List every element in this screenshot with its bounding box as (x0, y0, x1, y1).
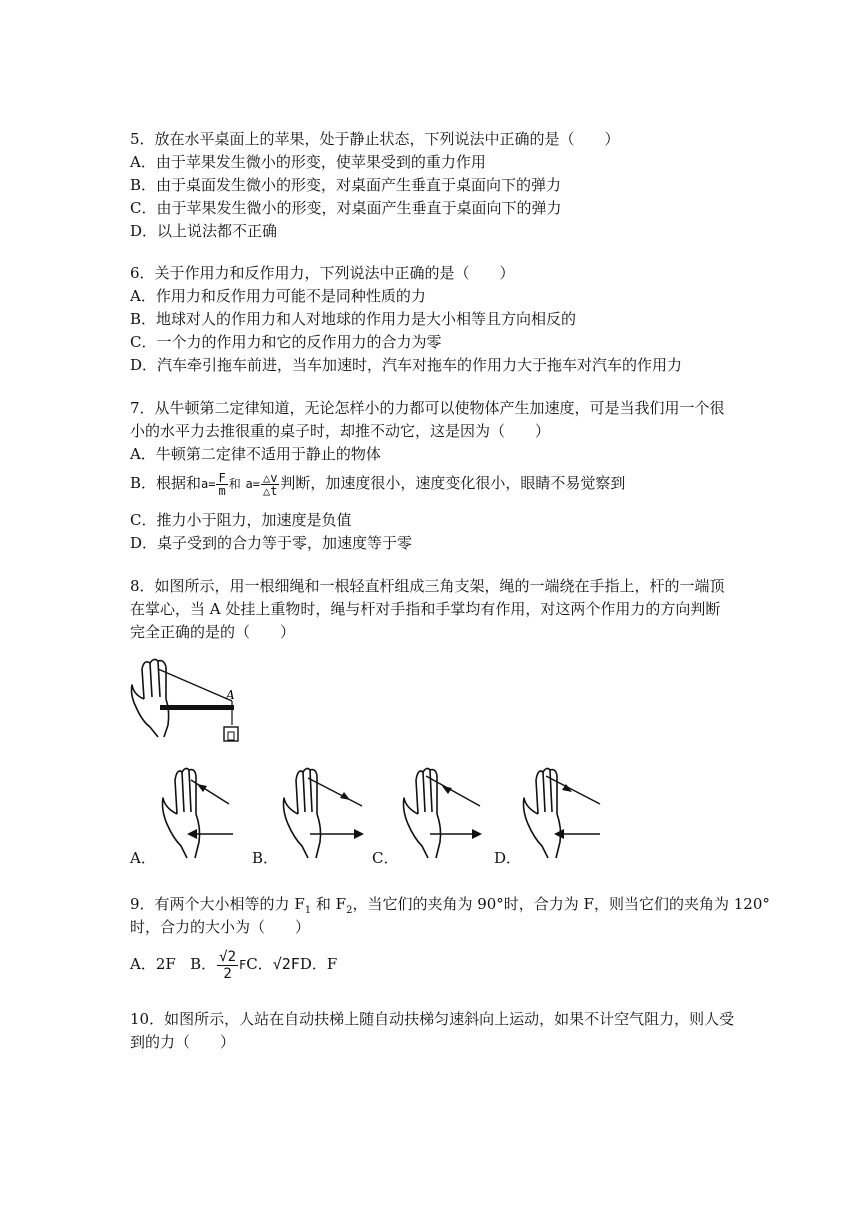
q6-stem: 6．关于作用力和反作用力，下列说法中正确的是（ ） (130, 264, 515, 282)
q7-option-a[interactable]: A．牛顿第二定律不适用于静止的物体 (130, 445, 381, 463)
q8-option-b-figure[interactable] (276, 762, 368, 862)
q8-stem-line3: 完全正确的是的（ ） (130, 623, 296, 641)
q9-stem-pre: 9．有两个大小相等的力 F (130, 895, 305, 913)
q9-option-c-value[interactable]: √2F (272, 955, 300, 973)
q10-stem-line1: 10．如图所示，人站在自动扶梯上随自动扶梯匀速斜向上运动，如果不计空气阻力，则人受 (130, 1010, 735, 1028)
q7-stem-line2: 小的水平力去推很重的桌子时，却推不动它，这是因为（ ） (130, 422, 551, 440)
q5-option-d[interactable]: D．以上说法都不正确 (130, 222, 278, 240)
q9-option-b-denominator: 2 (223, 965, 232, 982)
q8-option-a-figure[interactable] (155, 762, 235, 862)
q9-option-b-f: F (239, 958, 247, 972)
q9-sub-1: 1 (304, 905, 312, 916)
q9-options (130, 944, 337, 985)
q9-stem-post: ，当它们的夹角为 90°时，合力为 F，则当它们的夹角为 120° (352, 895, 770, 913)
q8-stem-line2: 在掌心，当 A 处挂上重物时，绳与杆对手指和手掌均有作用，对这两个作用力的方向判断 (130, 600, 721, 618)
q5-stem: 5．放在水平桌面上的苹果，处于静止状态，下列说法中正确的是（ ） (130, 130, 620, 148)
formula-1-denominator: m (218, 483, 226, 498)
formula-1-lhs: a= (201, 477, 216, 491)
q5-option-c[interactable]: C．由于苹果发生微小的形变，对桌面产生垂直于桌面向下的弹力 (130, 199, 562, 217)
q8-main-figure (128, 655, 248, 747)
formula-1-fraction (216, 472, 227, 497)
q9-option-b-numerator: √2 (219, 948, 236, 965)
q7-option-b[interactable] (130, 466, 625, 501)
q8-stem-line1: 8．如图所示，用一根细绳和一根轻直杆组成三角支架，绳的一端绕在手指上，杆的一端顶 (130, 577, 725, 595)
q9-option-b-fraction[interactable] (217, 949, 238, 982)
q6-option-b[interactable]: B．地球对人的作用力和人对地球的作用力是大小相等且方向相反的 (130, 310, 577, 328)
formula-1-numerator: F (218, 470, 226, 485)
q9-option-b-label[interactable]: B． (190, 955, 217, 973)
q6-option-c[interactable]: C．一个力的作用力和它的反作用力的合力为零 (130, 333, 442, 351)
q9-sub-2: 2 (346, 905, 353, 916)
formula-2-denominator: △t (262, 483, 278, 498)
q8-option-c-figure[interactable] (396, 762, 488, 862)
q6-option-a[interactable]: A．作用力和反作用力可能不是同种性质的力 (130, 287, 426, 305)
q10-stem-line2: 到的力（ ） (130, 1033, 236, 1051)
q7-option-d[interactable]: D．桌子受到的合力等于零，加速度等于零 (130, 534, 413, 552)
formula-2-fraction (261, 472, 279, 497)
q8-option-d-figure[interactable] (516, 762, 608, 862)
q7-option-b-suffix: 判断，加速度很小，速度变化很小，眼睛不易觉察到 (280, 474, 626, 492)
q5-option-a[interactable]: A．由于苹果发生微小的形变，使苹果受到的重力作用 (130, 153, 486, 171)
q8-option-a-label[interactable]: A． (130, 849, 156, 867)
q7-stem-line1: 7．从牛顿第二定律知道，无论怎样小的力都可以使物体产生加速度，可是当我们用一个很 (130, 399, 725, 417)
figure-point-a-label: A (226, 688, 235, 702)
q8-option-d-label[interactable]: D． (494, 849, 522, 867)
formula-2-numerator: △v (262, 470, 278, 485)
formula-joiner: 和 (228, 477, 241, 491)
q8-option-c-label[interactable]: C． (372, 849, 399, 867)
q9-option-a[interactable]: A．2F (130, 955, 176, 973)
q7-option-b-prefix: B．根据和 (130, 474, 202, 492)
formula-2-lhs: a= (245, 477, 260, 491)
q6-option-d[interactable]: D．汽车牵引拖车前进，当车加速时，汽车对拖车的作用力大于拖车对汽车的作用力 (130, 356, 683, 374)
q8-option-b-label[interactable]: B． (252, 849, 279, 867)
q9-stem-mid: 和 F (311, 895, 347, 913)
q9-stem-line2: 时，合力的大小为（ ） (130, 918, 311, 936)
q9-option-c-label[interactable]: C． (246, 955, 273, 973)
q9-option-d[interactable]: D．F (299, 955, 338, 973)
q5-option-b[interactable]: B．由于桌面发生微小的形变，对桌面产生垂直于桌面向下的弹力 (130, 176, 562, 194)
q7-option-c[interactable]: C．推力小于阻力，加速度是负值 (130, 511, 352, 529)
